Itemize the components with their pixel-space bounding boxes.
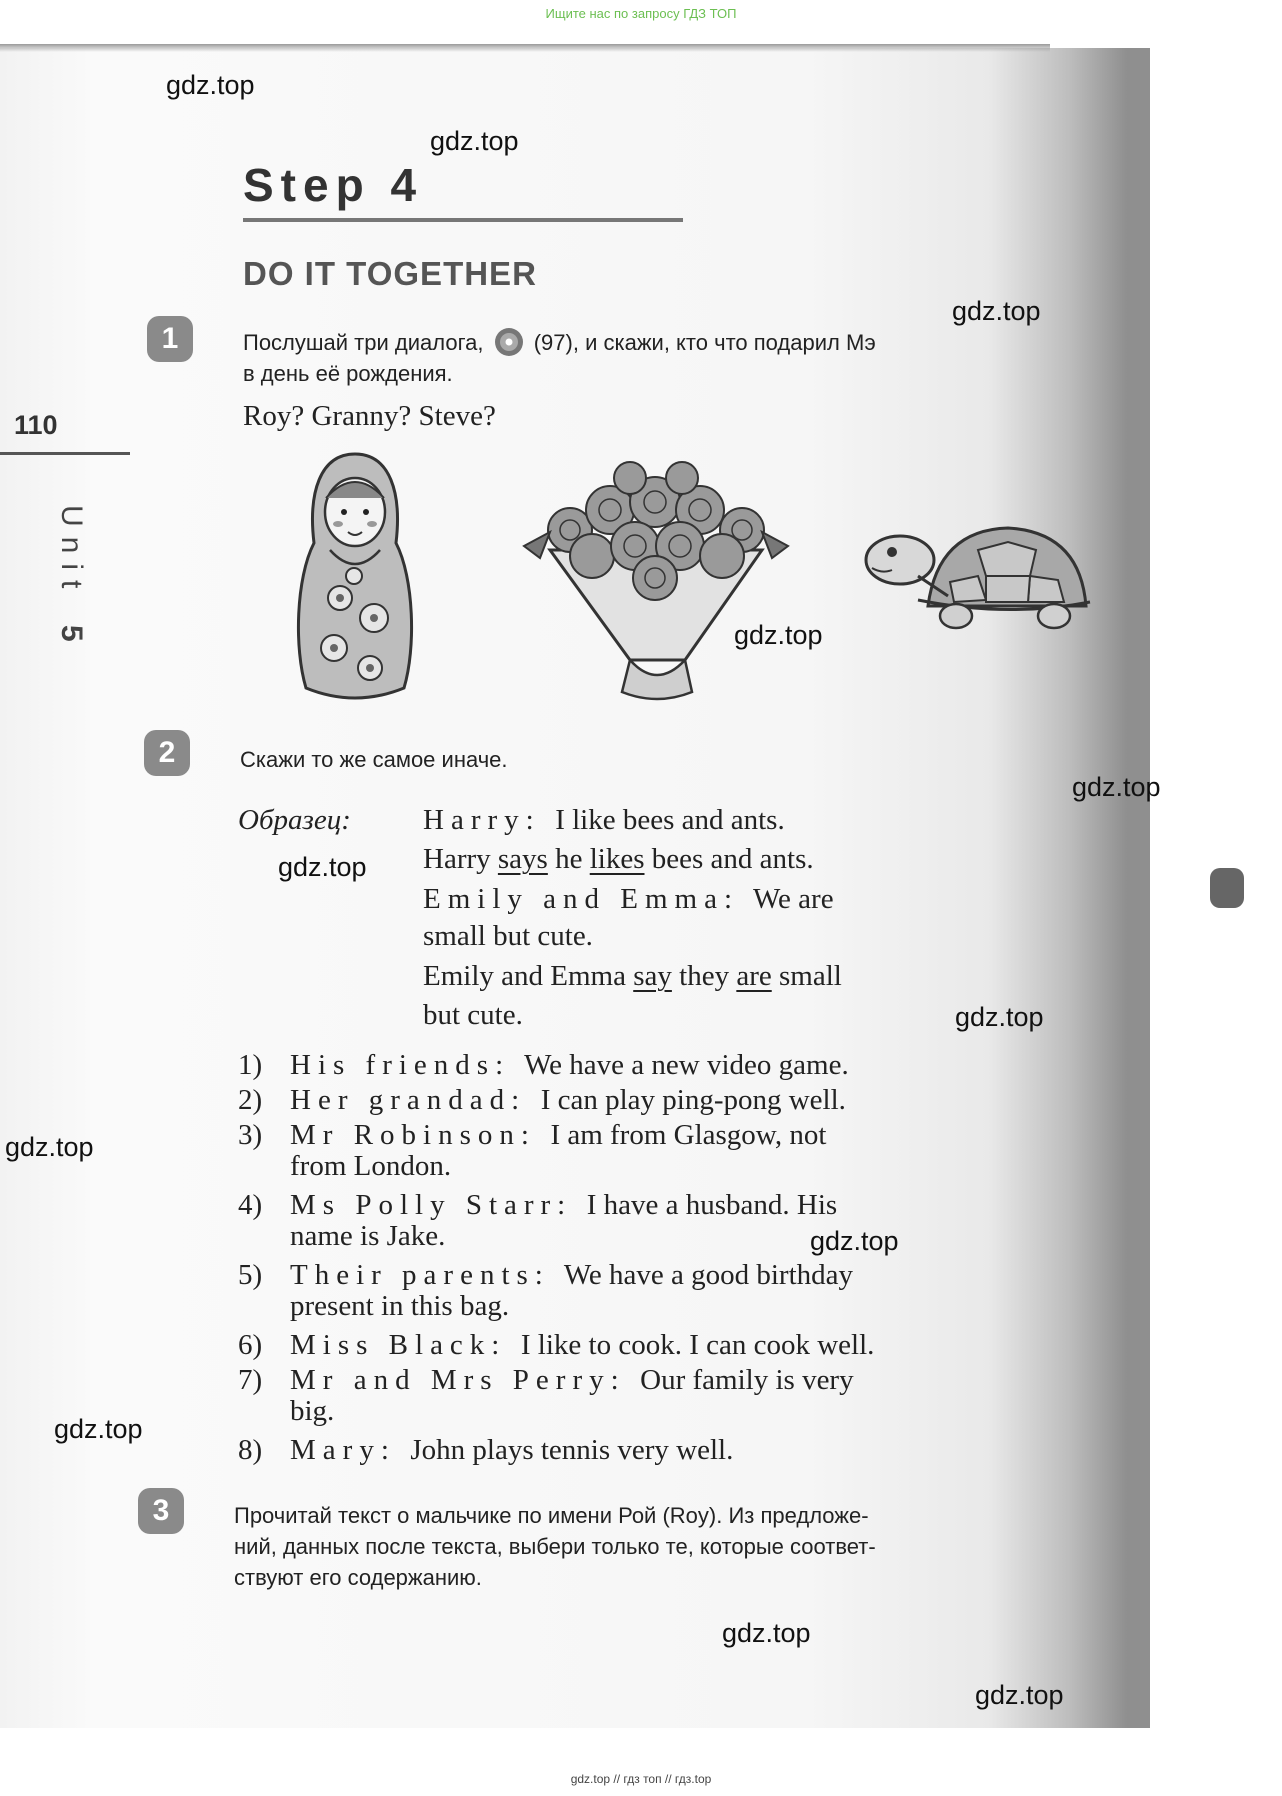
exercise-item — [238, 1435, 1138, 1466]
exercise-item — [238, 1085, 1138, 1116]
speaker-name: Mr and Mrs Perry: — [290, 1364, 626, 1396]
exercise-3-badge: 3 — [138, 1488, 184, 1534]
item-number: 8) — [238, 1434, 263, 1466]
speech-continuation: big. — [290, 1395, 335, 1427]
exercise-item — [238, 1190, 1138, 1252]
item-number: 7) — [238, 1364, 263, 1396]
speech-text: I like bees and ants. — [555, 804, 785, 836]
watermark: gdz.top — [430, 126, 519, 156]
speech-text: We are — [753, 883, 834, 915]
reported-text: Harry — [423, 843, 491, 875]
reported-text: bees and ants. — [651, 843, 814, 875]
audio-disc-icon[interactable] — [494, 327, 524, 357]
watermark: gdz.top — [952, 296, 1041, 326]
page-number-rule — [0, 452, 130, 455]
speaker-name: Their parents: — [290, 1259, 550, 1291]
speaker-name: Her grandad: — [290, 1084, 527, 1116]
item-number: 2) — [238, 1084, 263, 1116]
page-edge-shadow — [0, 44, 1050, 52]
exercise-item — [238, 1330, 1138, 1361]
item-number: 6) — [238, 1329, 263, 1361]
exercise-item — [238, 1120, 1138, 1182]
watermark: gdz.top — [955, 1002, 1044, 1032]
speech-continuation: name is Jake. — [290, 1220, 446, 1252]
speech-text: I like to cook. I can cook well. — [520, 1329, 875, 1361]
exercise-item — [238, 1365, 1138, 1427]
speech-text: I can play ping-pong well. — [540, 1084, 846, 1116]
watermark: gdz.top — [5, 1132, 94, 1162]
item-number: 5) — [238, 1259, 263, 1291]
exercise-1-instruction-line2: в день её рождения. — [243, 361, 453, 386]
unit-label — [28, 505, 88, 685]
exercise-item — [238, 1260, 1138, 1322]
underlined-verb: are — [736, 960, 772, 992]
exercise-1-names: Roy? Granny? Steve? — [243, 400, 496, 432]
sample-line — [423, 804, 785, 837]
watermark: gdz.top — [975, 1680, 1064, 1710]
sample-line: but cute. — [423, 999, 523, 1031]
sample-label: Образец: — [238, 804, 351, 836]
sample-line: small but cute. — [423, 920, 593, 952]
sample-line — [423, 960, 842, 993]
page-thumb-tab — [1210, 868, 1244, 908]
speech-text: John plays tennis very well. — [410, 1434, 734, 1466]
instruction-text: Послушай три диалога, — [243, 330, 484, 355]
bouquet-of-roses-icon — [510, 460, 802, 710]
item-number: 1) — [238, 1049, 263, 1081]
exercise-1-instruction — [243, 327, 1143, 358]
watermark: gdz.top — [166, 70, 255, 100]
underlined-verb: say — [633, 960, 672, 992]
watermark: gdz.top — [734, 620, 823, 650]
watermark: gdz.top — [810, 1226, 899, 1256]
speech-text: I am from Glasgow, not — [550, 1119, 827, 1151]
speech-continuation: from London. — [290, 1150, 452, 1182]
sample-line — [423, 883, 834, 916]
reported-text: they — [679, 960, 730, 992]
footer-links[interactable]: gdz.top // гдз топ // гдз.top — [570, 1772, 712, 1786]
item-number: 3) — [238, 1119, 263, 1151]
speech-text: We have a new video game. — [524, 1049, 849, 1081]
speech-text: We have a good birthday — [563, 1259, 854, 1291]
speaker-name: Ms Polly Starr: — [290, 1189, 573, 1221]
exercise-3-instruction: Прочитай текст о мальчике по имени Рой (Roy). Из предложе- — [234, 1503, 869, 1528]
reported-text: he — [555, 843, 583, 875]
unit-number: 5 — [55, 624, 88, 642]
reported-text: Emily and Emma — [423, 960, 626, 992]
instruction-text: и скажи, кто что подарил Мэ — [585, 330, 876, 355]
speaker-name: Mary: — [290, 1434, 396, 1466]
reported-text: small — [778, 960, 842, 992]
speaker-name: Emily and Emma: — [423, 883, 740, 915]
step-title: Step 4 — [243, 159, 424, 211]
exercise-item — [238, 1050, 1138, 1081]
turtle-icon — [858, 510, 1094, 636]
watermark: gdz.top — [278, 852, 367, 882]
speaker-name: His friends: — [290, 1049, 511, 1081]
speech-text: Our family is very — [640, 1364, 854, 1396]
top-banner[interactable]: Ищите нас по запросу ГДЗ ТОП — [545, 6, 737, 21]
watermark: gdz.top — [54, 1414, 143, 1444]
matryoshka-doll-icon — [290, 448, 420, 704]
track-number: (97), — [533, 330, 579, 355]
item-number: 4) — [238, 1189, 263, 1221]
exercise-1-badge: 1 — [147, 316, 193, 362]
speech-text: I have a husband. His — [586, 1189, 838, 1221]
page-number: 110 — [14, 410, 58, 440]
exercise-3-instruction: ствуют его содержанию. — [234, 1565, 482, 1590]
underlined-verb: says — [497, 843, 548, 875]
exercise-3-instruction: ний, данных после текста, выбери только те, которые соответ- — [234, 1534, 876, 1559]
speaker-name: Harry: — [423, 804, 541, 836]
section-title: DO IT TOGETHER — [243, 255, 537, 292]
sample-line — [423, 843, 814, 876]
exercise-2-badge: 2 — [144, 730, 190, 776]
underlined-verb: likes — [589, 843, 645, 875]
speaker-name: Mr Robinson: — [290, 1119, 536, 1151]
unit-word: Unit — [55, 505, 88, 599]
watermark: gdz.top — [1072, 772, 1161, 802]
watermark: gdz.top — [722, 1618, 811, 1648]
speech-continuation: present in this bag. — [290, 1290, 510, 1322]
exercise-2-instruction: Скажи то же самое иначе. — [240, 747, 508, 772]
speaker-name: Miss Black: — [290, 1329, 507, 1361]
step-title-rule — [243, 218, 683, 222]
